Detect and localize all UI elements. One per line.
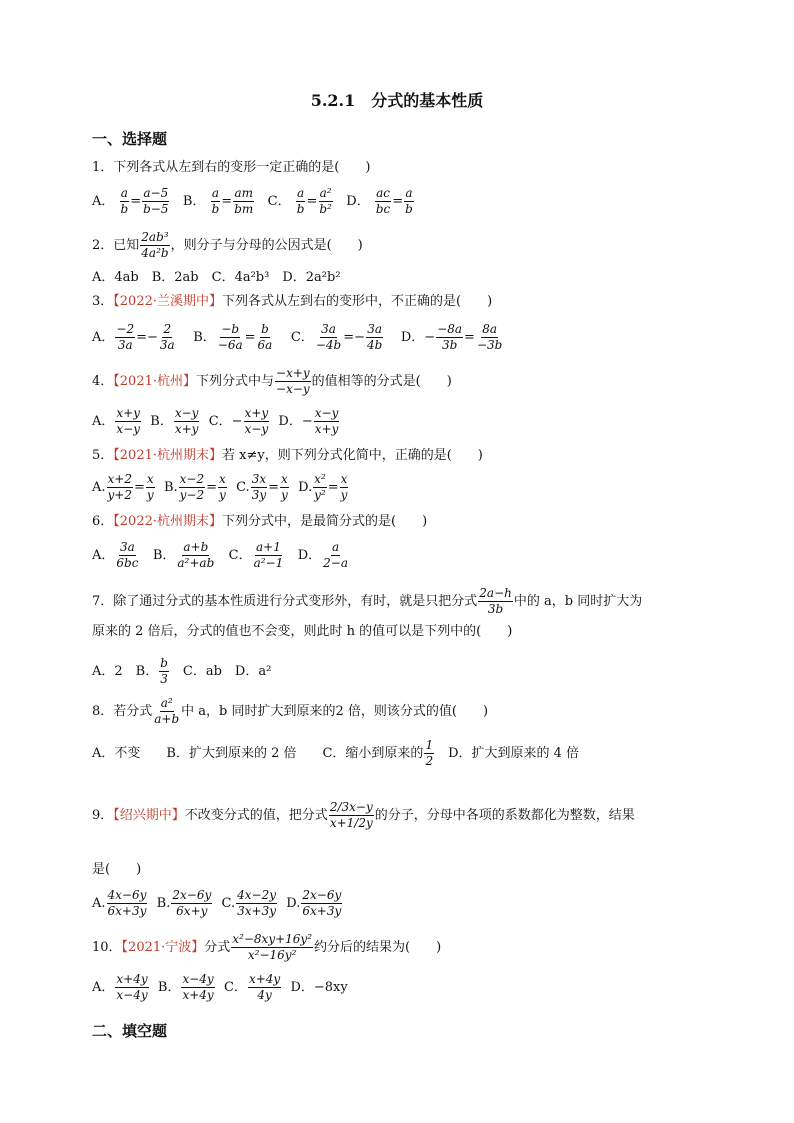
- question-6-stem: 6．【2022·杭州期末】下列分式中，是最简分式的是( ): [92, 514, 428, 529]
- fraction: $\frac{\text{2ab³}}{\text{4a²b}}$: [141, 230, 169, 260]
- option-label: B．: [182, 194, 206, 209]
- question-3-stem: 3．【2022·兰溪期中】下列各式从左到右的变形中，不正确的是( ): [92, 294, 493, 309]
- fraction: $\frac{a}{b}$: [296, 186, 305, 216]
- section-heading-fill: 二、填空题: [92, 1022, 168, 1040]
- question-8-options: A．不变 B．扩大到原来的 2 倍 C．缩小到原来的 $\frac{1}{2}$ D．扩大到原来的 4 倍: [92, 738, 580, 768]
- source-tag: 【2022·兰溪期中】: [113, 294, 222, 309]
- question-8-stem: 8．若分式 $\frac{\text{a²}}{a+b}$ 中 a，b 同时扩大到原来的2 倍，则该分式的值( ): [92, 696, 489, 726]
- question-9-options: A. $\frac{4x-6y}{6x+3y}$ B. $\frac{2x-6y}{6x+y}$ C. $\frac{4x-2y}{3x+3y}$ D. $\frac{2x-6y}{6x+3y}$: [92, 888, 342, 918]
- question-7-options: A．2 B． $\frac{b}{3}$ C．ab D．a²: [92, 656, 272, 686]
- source-tag: 【2021·杭州期末】: [113, 448, 222, 463]
- question-9-line2: 是( ): [92, 862, 142, 877]
- fraction: $\frac{ac}{bc}$: [375, 186, 391, 216]
- fraction: $\frac{a-5}{b-5}$: [143, 186, 169, 216]
- option-label: C．: [267, 194, 291, 209]
- option-label: A．: [92, 194, 115, 209]
- question-2-options: A．4ab B．2ab C．4a²b³ D．2a²b²: [92, 270, 341, 285]
- question-10-stem: 10．【2021·宁波】分式 $\frac{\text{x²−8xy+16y²}}{\text{x²−16y²}}$ 约分后的结果为( ): [92, 932, 442, 962]
- fraction: $\frac{am}{bm}$: [234, 186, 254, 216]
- question-7-stem: 7．除了通过分式的基本性质进行分式变形外，有时，就是只把分式 $\frac{2a-h}{3b}$ 中的 a，b 同时扩大为: [92, 586, 643, 616]
- fraction: $\frac{a}{b}$: [405, 186, 413, 216]
- option-label: D．: [346, 194, 370, 209]
- question-6-options: A． $\frac{3a}{6bc}$ B． $\frac{a+b}{\text{a²+ab}}$ C． $\frac{a+1}{\text{a²−1}}$ D． $\frac{a}{2-a}$: [92, 540, 348, 570]
- source-tag: 【2022·杭州期末】: [113, 514, 222, 529]
- source-tag: 【2021·杭州】: [113, 374, 196, 389]
- source-tag: 【绍兴期中】: [113, 808, 185, 823]
- question-3-options: A． $\frac{-2}{3a}$ =− $\frac{2}{3a}$ B． $\frac{-b}{-6a}$ = $\frac{b}{6a}$ C． $\frac{3a}{-4b}$ =− $\frac{3a}{4b}$ D．− $\frac{-8a}{3b}$ = $\frac{8a}{-3b}$: [92, 322, 503, 352]
- fraction: $\frac{a}{b}$: [211, 186, 220, 216]
- page-title: 5.2.1 分式的基本性质: [310, 91, 484, 110]
- fraction: $\frac{\text{a²}}{\text{b²}}$: [319, 186, 332, 216]
- question-1-stem: 1．下列各式从左到右的变形一定正确的是( ): [92, 160, 371, 175]
- section-heading-choice: 一、选择题: [92, 130, 168, 148]
- question-10-options: A． $\frac{x+4y}{x-4y}$ B． $\frac{x-4y}{x+4y}$ C． $\frac{x+4y}{4y}$ D．−8xy: [92, 972, 348, 1002]
- question-9-stem: 9．【绍兴期中】不改变分式的值，把分式 $\frac{2/3x-y}{x+1/2y}$ 的分子，分母中各项的系数都化为整数，结果: [92, 800, 635, 830]
- question-5-stem: 5．【2021·杭州期末】若 x≠y，则下列分式化简中，正确的是( ): [92, 448, 483, 463]
- source-tag: 【2021·宁波】: [121, 940, 205, 955]
- question-2-stem: 2．已知 $\frac{\text{2ab³}}{\text{4a²b}}$ ，则分子与分母的公因式是( ): [92, 230, 363, 260]
- question-4-options: A． $\frac{x+y}{x-y}$ B． $\frac{x-y}{x+y}$ C．− $\frac{x+y}{x-y}$ D．− $\frac{x-y}{x+y}$: [92, 406, 339, 436]
- question-1-options: A． $\frac{a}{b}$ = $\frac{a-5}{b-5}$ B． $\frac{a}{b}$ = $\frac{am}{bm}$ C． $\frac{a}{b}$ = $\frac{\text{a²}}{\text{b²}}$ D． $\frac{ac}{bc}$ = $\frac{a}{b}$: [92, 186, 413, 216]
- question-7-line2: 原来的 2 倍后，分式的值也不会变，则此时 h 的值可以是下列中的( ): [92, 624, 513, 639]
- question-5-options: A. $\frac{x+2}{y+2}$ = $\frac{x}{y}$ B. $\frac{x-2}{y-2}$ = $\frac{x}{y}$ C. $\frac{3x}{3y}$ = $\frac{x}{y}$ D. $\frac{\text{x²}}{\text{y²}}$ = $\frac{x}{y}$: [92, 472, 348, 502]
- fraction: $\frac{a}{b}$: [120, 186, 129, 216]
- question-4-stem: 4．【2021·杭州】下列分式中与 $\frac{-x+y}{-x-y}$ 的值相等的分式是( ): [92, 366, 452, 396]
